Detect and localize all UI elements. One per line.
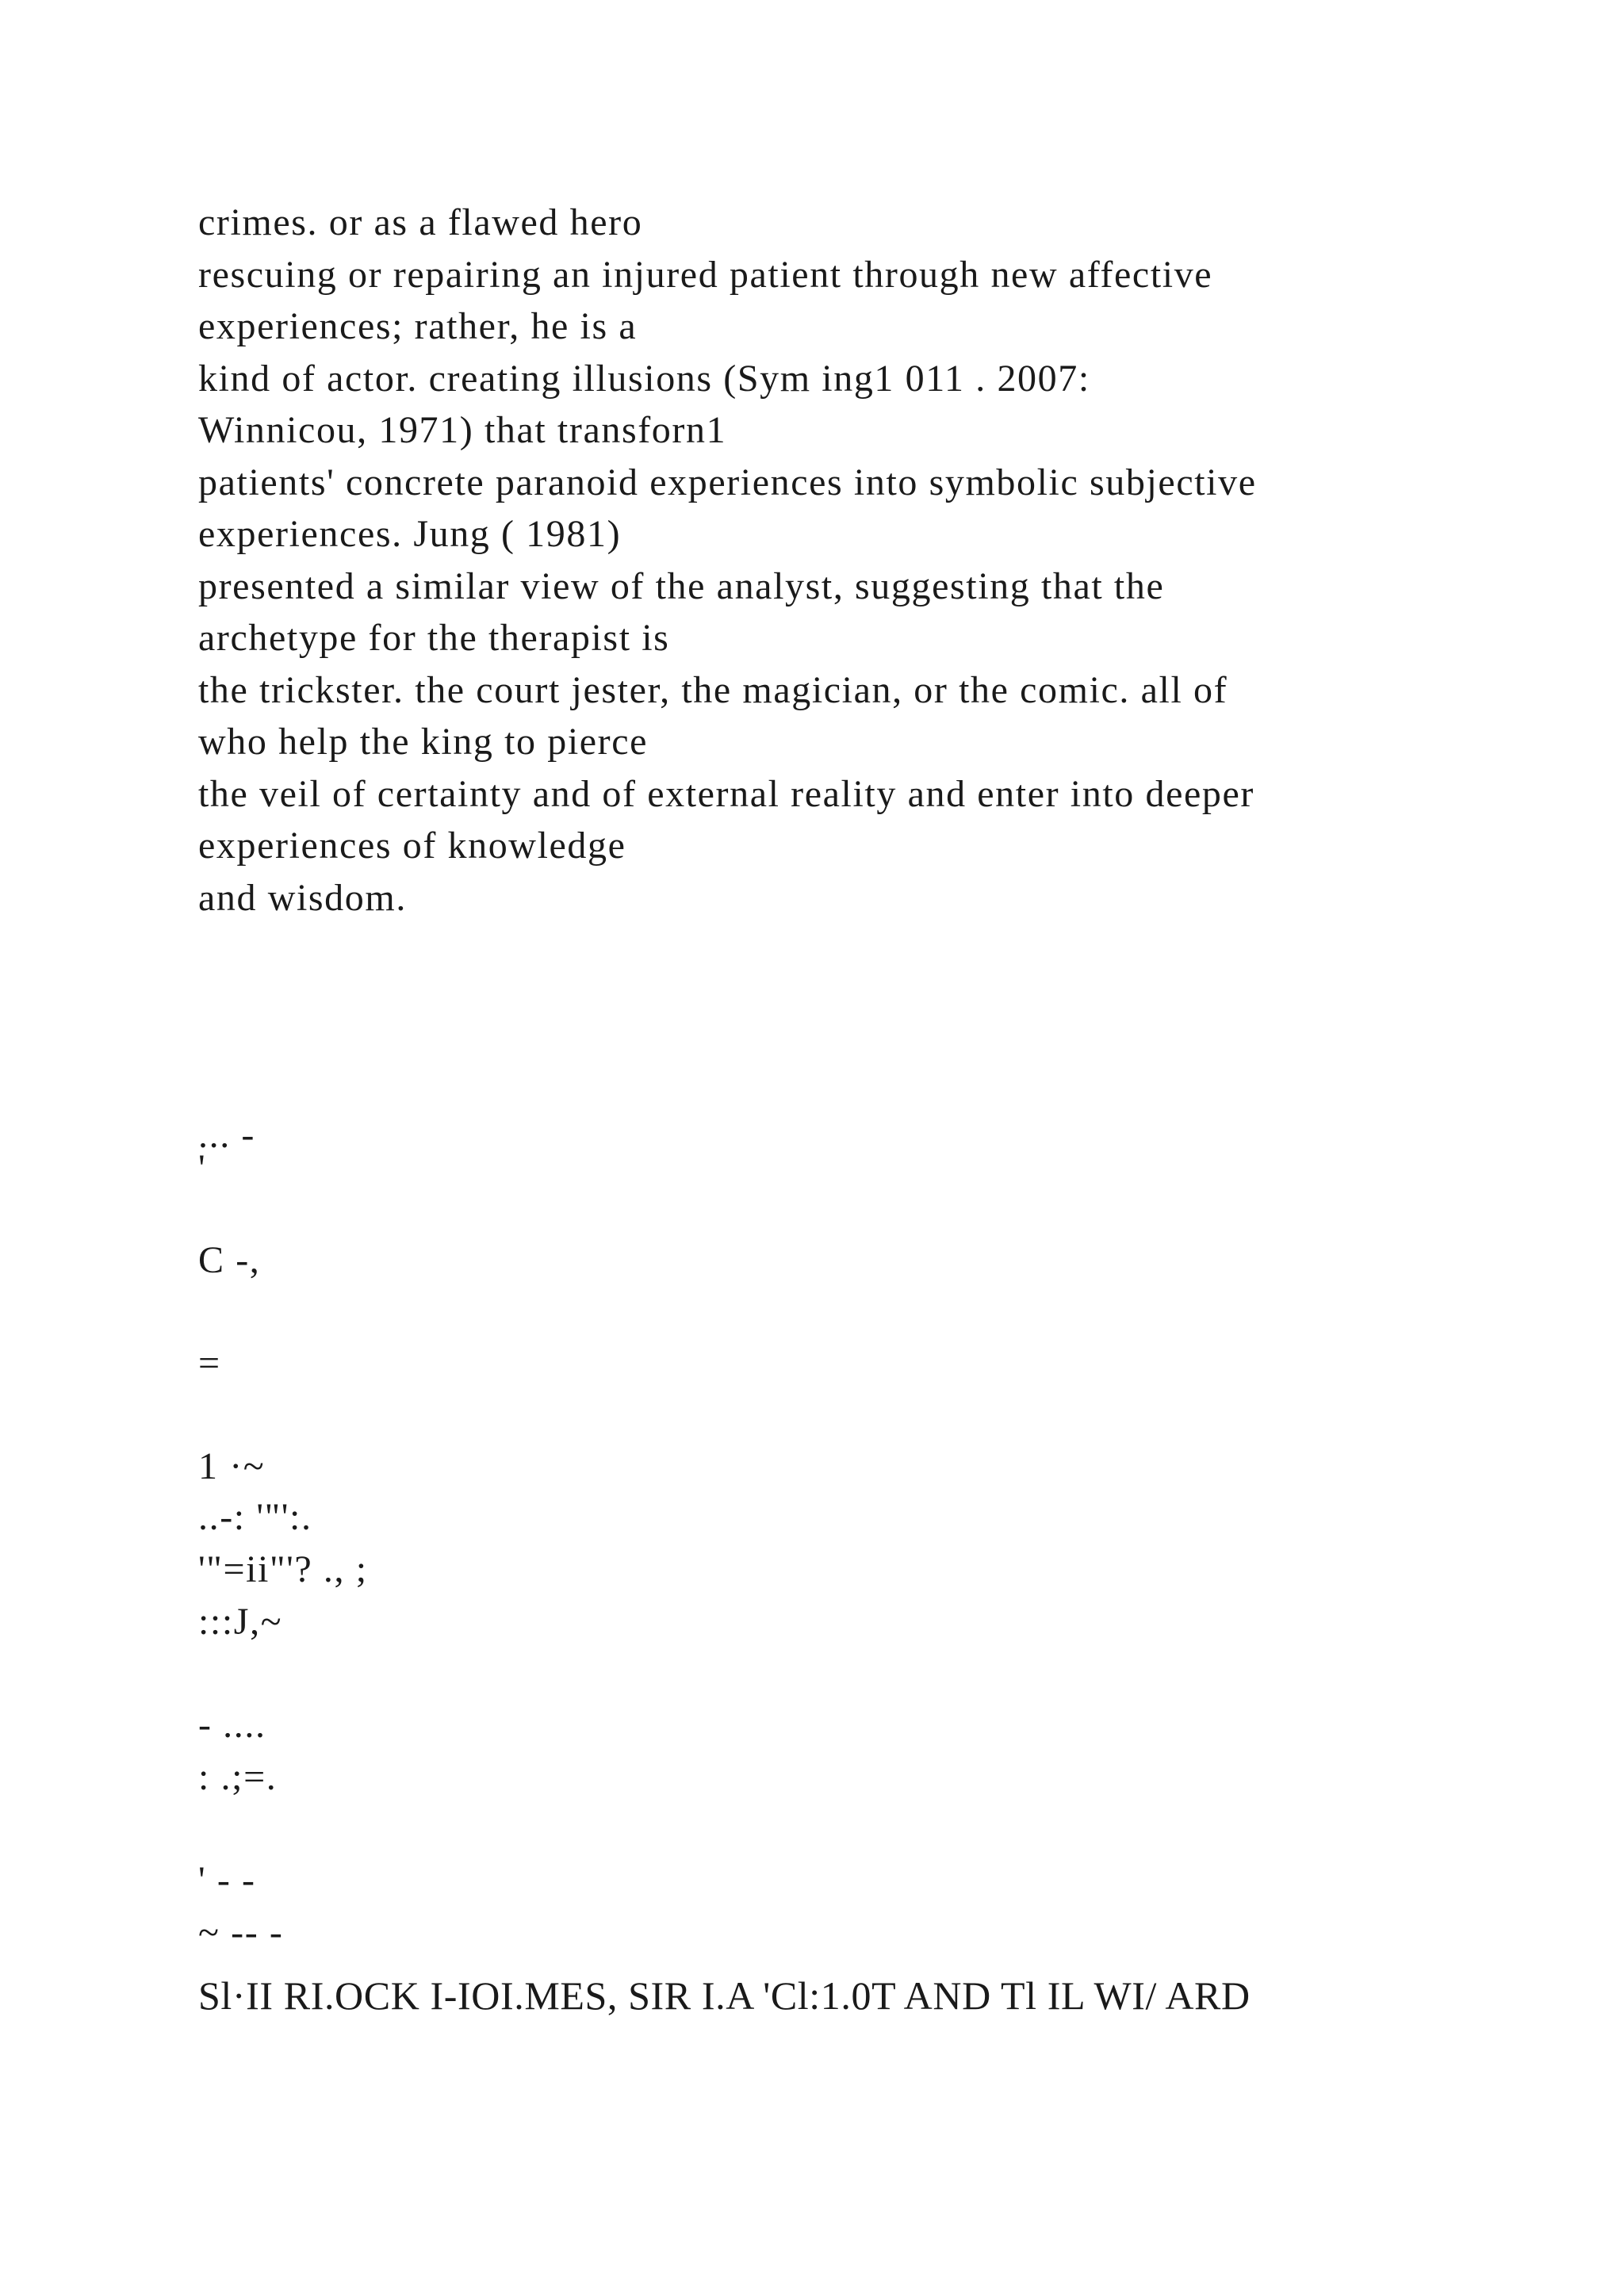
ocr-fragment: ... - [198, 1114, 255, 1156]
text-line: rescuing or repairing an injured patient through new affective [198, 253, 1213, 296]
ocr-fragment: '"=ii"'? ., ; [198, 1548, 368, 1590]
ocr-fragment: : .;=. [198, 1756, 278, 1798]
text-line: crimes. or as a flawed hero [198, 201, 643, 243]
ocr-fragment: - .... [198, 1704, 266, 1746]
text-line: archetype for the therapist is [198, 617, 670, 659]
text-line: experiences; rather, he is a [198, 305, 638, 347]
body-paragraph [198, 197, 1467, 924]
ocr-fragment: ~ -- - [198, 1911, 284, 1954]
ocr-fragment: ' - - [198, 1859, 256, 1901]
text-line: the veil of certainty and of external reality and enter into deeper [198, 772, 1254, 815]
section-heading: Sl·II RI.OCK I-IOI.MES, SIR I.A 'Cl:1.0T AND Tl IL WI/ ARD [198, 1973, 1251, 2018]
ocr-fragment: :::J,~ [198, 1601, 283, 1643]
text-line: presented a similar view of the analyst, suggesting that the [198, 564, 1165, 607]
text-line: experiences. Jung ( 1981) [198, 513, 622, 555]
ocr-fragment: ..-: '"':. [198, 1496, 312, 1538]
text-line: patients' concrete paranoid experiences into symbolic subjective [198, 461, 1257, 503]
text-line: kind of actor. creating illusions (Sym ing1 011 . 2007: [198, 357, 1090, 400]
ocr-fragment: = [198, 1342, 221, 1384]
text-line: experiences of knowledge [198, 825, 626, 867]
ocr-fragment: ' [198, 1147, 207, 1189]
ocr-fragment: 1 ·~ [198, 1445, 266, 1487]
ocr-fragment: C -, [198, 1239, 261, 1281]
text-line: the trickster. the court jester, the magician, or the comic. all of [198, 668, 1228, 711]
text-line: Winnicou, 1971) that transforn1 [198, 409, 727, 451]
text-line: and wisdom. [198, 876, 407, 919]
text-line: who help the king to pierce [198, 721, 649, 763]
